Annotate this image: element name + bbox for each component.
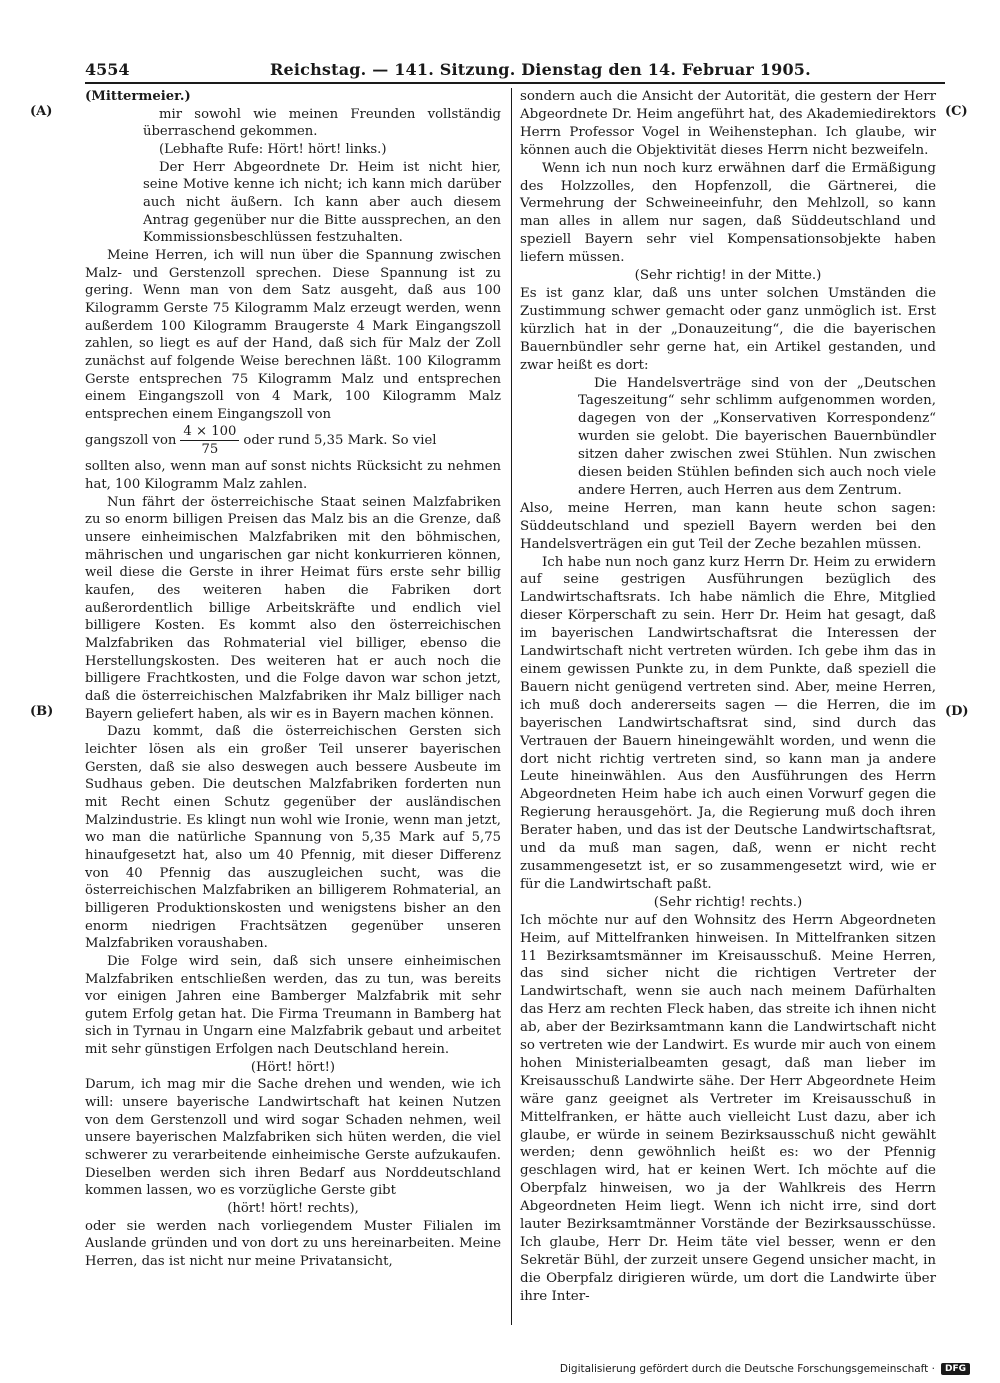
header-rule (85, 82, 945, 84)
paragraph: sondern auch die Ansicht der Autorität, die gestern der Herr Abgeordnete Dr. Heim angeführt hat, des Akademiedirektors Herrn Professor Vogel in Weihenstephan. Ich glaube, wir können auch die Objektivität dieses Herrn nicht bezweifeln. (520, 89, 936, 158)
quoted-text: Die Handelsverträge sind von der „Deutschen Tageszeitung“ sehr schlimm aufgenommen worden, dagegen von der „Konservativen Korrespondenz“ wurden sie gelobt. Die bayerischen Bauernbündler sitzen daher zwischen zwei Stühlen. Nun zwischen diesen beiden Stühlen befinden sich auch noch viele andere Herren, auch Herren aus dem Zentrum. (578, 375, 936, 498)
column-separator (511, 88, 512, 1325)
paragraph: Meine Herren, ich will nun über die Spannung zwischen Malz- und Gerstenzoll sprechen. Diese Spannung ist zu gering. Wenn man von dem Satz ausgeht, daß aus 100 Kilogramm Gerste 75 Kilogramm Malz erzeugt werden, wenn außerdem 100 Kilogramm Braugerste 4 Mark Eingangszoll zahlen, so liegt es auf der Hand, daß sich für Malz der Zoll zunächst auf folgende Weise berechnen läßt. 100 Kilogramm Gerste entsprechen 75 Kilogramm Malz und entsprechen einem Eingangszoll von 4 Mark, 100 Kilogramm Malz entsprechen einem Eingangszoll von (85, 247, 501, 422)
paragraph: Ich habe nun noch ganz kurz Herrn Dr. Heim zu erwidern auf seine gestrigen Ausführungen bezüglich des Landwirtschaftsrats. Ich habe nämlich die Ehre, Mitglied dieser Körperschaft zu sein. Herr Dr. Heim hat gesagt, daß im bayerischen Landwirtschaftsrat die Interessen der Landwirtschaft nicht vertreten würden. Ich gebe ihm das in einem gewissen Punkte zu, in dem Punkte, daß speziell die Bauern nicht genügend vertreten sind. Aber, meine Herren, ich muß doch andererseits sagen — die Herren, die im bayerischen Landwirtschaftsrat sind, sind durch das Vertrauen der Bauern hineingewählt worden, und wenn die dort nicht richtig vertreten sind, so kann man ja andere Leute hineinwählen. Aus den Ausführungen des Herrn Abgeordneten Heim habe ich auch einen Vorwurf gegen die Regierung herausgehört. Ja, die Regierung muß doch ihren Berater haben, und das ist der Deutsche Landwirtschaftsrat, und da muß man sagen, daß, wenn er nicht recht zusammengesetzt ist, er so zusammengesetzt wird, wie er für die Landwirtschaft paßt. (520, 554, 936, 892)
quoted-text: mir sowohl wie meinen Freunden vollständig überraschend gekommen. (143, 106, 501, 140)
interjection: (Sehr richtig! in der Mitte.) (634, 268, 822, 284)
paragraph: Wenn ich nun noch kurz erwähnen darf die Ermäßigung des Holzzolles, den Hopfenzoll, die Gärtnerei, die Vermehrung der Schweineeinfuhr, den Mehlzoll, so kann man alles in allem nur sagen, daß Süddeutschland und speziell Bayern sehr viel Kompensationsobjekte haben liefern müssen. (520, 160, 936, 266)
digitization-footer (560, 1363, 970, 1375)
page-header (85, 60, 945, 82)
formula-line (85, 423, 501, 458)
page-running-title: Reichstag. — 141. Sitzung. Dienstag den 14. Februar 1905. (270, 60, 811, 79)
paragraph: sollten also, wenn man auf sonst nichts Rücksicht zu nehmen hat, 100 Kilogramm Malz zahlen. (85, 459, 501, 493)
paragraph: oder sie werden nach vorliegendem Muster Filialen im Auslande gründen und von dort zu uns hereinarbeiten. Meine Herren, das ist nicht nur meine Privatansicht, (85, 1218, 501, 1269)
fraction-numerator: 4 × 100 (180, 423, 239, 441)
margin-marker-b: (B) (30, 704, 54, 719)
footer-text: Digitalisierung gefördert durch die Deutsche Forschungsgemeinschaft · (559, 1363, 935, 1375)
margin-marker-a: (A) (30, 104, 53, 119)
dfg-logo: DFG (941, 1363, 970, 1375)
interjection: (hört! hört! rechts), (227, 1201, 359, 1217)
paragraph: Nun fährt der österreichische Staat seinen Malzfabriken zu so enorm billigen Preisen das Malz bis an die Grenze, daß unsere einheimischen Malzfabriken mit den böhmischen, mährischen und ungarischen gar nicht konkurrieren können, weil diese die Gerste in ihrer Heimat fürs erste sehr billig kaufen, des weiteren haben die Fabriken dort außerordentlich billige Arbeitskräfte und endlich viel billigere Kosten. Es kommt also den österreichischen Malzfabriken das Rohmaterial viel billiger, ebenso die Herstellungskosten. Des weiteren hat er auch noch die billigere Frachtkosten, und die Folge davon war schon jetzt, daß die österreichischen Malzfabriken ihr Malz billiger nach Bayern geliefert haben, als wir es in Bayern machen können. (85, 494, 501, 722)
page-number: 4554 (85, 60, 130, 79)
formula-after: oder rund 5,35 Mark. So viel (243, 433, 437, 449)
paragraph: Dazu kommt, daß die österreichischen Gersten sich leichter lösen als ein großer Teil unserer bayerischen Gersten, daß sie also deswegen auch bessere Ausbeute im Sudhaus geben. Die deutschen Malzfabriken forderten nun mit Recht einen Schutz gegenüber der ausländischen Malzindustrie. Es klingt nun wohl wie Ironie, wenn man jetzt, wo man die natürliche Spannung von 5,35 Mark auf 5,75 hinaufgesetzt hat, also um 40 Pfennig, mit dieser Differenz von 40 Pfennig das auszugleichen sucht, was die österreichischen Malzfabriken an billigerem Rohmaterial, an billigeren Produktionskosten und wenigstens bisher an den enorm niedrigen Frachtsätzen gegenüber unseren Malzfabriken voraushaben. (85, 724, 501, 952)
interjection: (Hört! hört!) (250, 1059, 336, 1075)
interjection: (Sehr richtig! rechts.) (653, 894, 803, 910)
right-column (520, 88, 936, 1306)
fraction-denominator: 75 (201, 442, 219, 458)
fraction (180, 423, 239, 458)
speaker-name: (Mittermeier.) (85, 89, 191, 104)
paragraph: Es ist ganz klar, daß uns unter solchen Umständen die Zustimmung schwer gemacht oder ganz unmöglich ist. Erst kürzlich hat in der „Donauzeitung“, die die bayerischen Bauernbündler sehr gerne hat, ein Artikel gestanden, und zwar heißt es dort: (520, 285, 936, 373)
paragraph: Darum, ich mag mir die Sache drehen und wenden, wie ich will: unsere bayerische Landwirtschaft hat keinen Nutzen von dem Gerstenzoll und wird sogar Schaden nehmen, weil unsere bayerischen Malzfabriken sich hüten werden, die viel schwerer zu verarbeitende einheimische Gerste aufzukaufen. Dieselben werden sich ihren Bedarf aus Norddeutschland kommen lassen, wo es vorzügliche Gerste gibt (85, 1077, 501, 1199)
paragraph: Also, meine Herren, man kann heute schon sagen: Süddeutschland und speziell Bayern werden bei den Handelsverträgen ein gut Teil der Zeche bezahlen müssen. (520, 500, 936, 552)
quoted-text: (Lebhafte Rufe: Hört! hört! links.) (159, 141, 387, 157)
formula-lead: gangszoll von (85, 433, 177, 449)
margin-marker-d: (D) (945, 704, 969, 719)
quoted-text: Der Herr Abgeordnete Dr. Heim ist nicht hier, seine Motive kenne ich nicht; ich kann mich darüber auch nicht äußern. Ich kann aber auch diesem Antrag gegenüber nur die Bitte aussprechen, an den Kommissionsbeschlüssen festzuhalten. (143, 159, 501, 246)
margin-marker-c: (C) (945, 104, 968, 119)
paragraph: Die Folge wird sein, daß sich unsere einheimischen Malzfabriken entschließen werden, das zu tun, was bereits vor einigen Jahren eine Bamberger Malzfabrik mit sehr gutem Erfolg getan hat. Die Firma Treumann in Bamberg hat sich in Tyrnau in Ungarn eine Malzfabrik gebaut und arbeitet mit sehr günstigen Erfolgen nach Deutschland herein. (85, 953, 501, 1058)
paragraph: Ich möchte nur auf den Wohnsitz des Herrn Abgeordneten Heim, auf Mittelfranken hinweisen. In Mittelfranken sitzen 11 Bezirksamtsmänner im Kreisausschuß. Meine Herren, das sind sicher nicht die richtigen Vertreter der Landwirtschaft, wenn sie auch nach meinem Dafürhalten das Herz am rechten Fleck haben, das streite ich ihnen nicht ab, aber der Bezirksamtmann kann die Landwirtschaft nicht so vertreten wie der Landwirt. Es wurde mir auch von einem hohen Ministerialbeamten gesagt, daß man lieber im Kreisausschuß Landwirte sähe. Der Herr Abgeordnete Heim wäre ganz geeignet als Vertreter im Kreisausschuß in Mittelfranken, er hätte auch vielleicht Lust dazu, aber ich glaube, er würde in seinem Bezirksausschuß nicht gewählt werden; denn gewöhnlich heißt es: wo der Pfennig geschlagen wird, hat er keinen Wert. Ich möchte auf die Oberpfalz hinweisen, wo ja der Wahlkreis des Herrn Abgeordneten Heim liegt. Wenn ich nicht irre, sind dort lauter Bezirksamtmänner Vorstände der Bezirksausschüsse. Ich glaube, Herr Dr. Heim täte viel besser, wenn er den Sekretär Bühl, der zurzeit unsere Gegend unsicher macht, in die Oberpfalz dirigieren würde, um dort die Landwirte über ihre Inter- (520, 912, 936, 1304)
left-column (85, 88, 501, 1271)
